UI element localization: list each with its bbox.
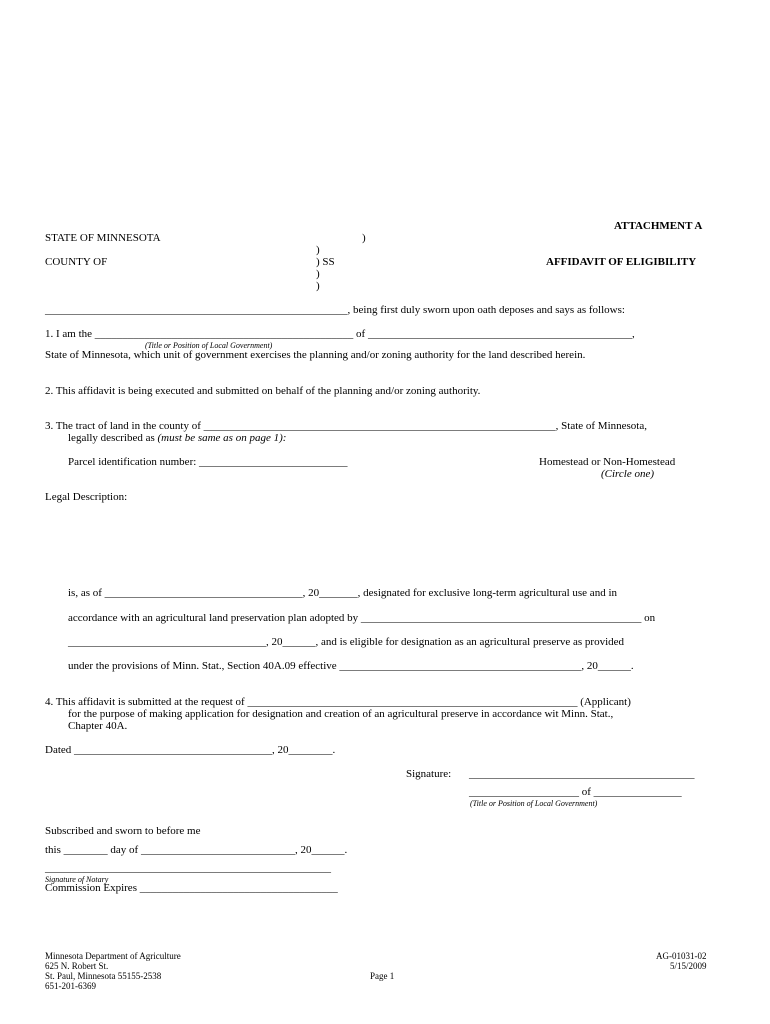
- footer-address1: 625 N. Robert St.: [45, 961, 109, 971]
- item4-line1: 4. This affidavit is submitted at the request of ____________________________________________________________ (Applicant): [45, 696, 631, 708]
- form-date: 5/15/2009: [670, 961, 707, 971]
- circle-one-label: (Circle one): [601, 468, 655, 480]
- signature-label: Signature:: [406, 768, 452, 780]
- paren-3: ): [316, 268, 320, 280]
- notary-signature-caption: Signature of Notary: [45, 875, 109, 884]
- page-number: Page 1: [370, 971, 395, 981]
- form-number: AG-01031-02: [656, 951, 707, 961]
- footer-dept: Minnesota Department of Agriculture: [45, 951, 181, 961]
- signature-caption: (Title or Position of Local Government): [470, 799, 598, 808]
- designation-line3: ____________________________________, 20______, and is eligible for designation as an agricultural preserve as provided: [68, 636, 625, 648]
- item3-line1: 3. The tract of land in the county of ________________________________________________________________, State of Minnesota,: [45, 420, 647, 432]
- paren-2: ): [316, 244, 320, 256]
- paren-1: ): [362, 232, 366, 244]
- item3-line2: legally described as (must be same as on page 1):: [68, 432, 287, 444]
- designation-line1: is, as of ____________________________________, 20_______, designated for exclusive long-term agricultural use and in: [68, 587, 617, 599]
- designation-line2: accordance with an agricultural land preservation plan adopted by ___________________________________________________ on: [68, 612, 656, 624]
- signature-of-line: ____________________ of ________________: [469, 786, 682, 798]
- item1-caption: (Title or Position of Local Government): [145, 341, 273, 350]
- footer-phone: 651-201-6369: [45, 981, 96, 991]
- parcel-number-line: Parcel identification number: ___________________________: [68, 456, 348, 468]
- state-label: STATE OF MINNESOTA: [45, 232, 161, 244]
- county-label: COUNTY OF: [45, 256, 108, 268]
- notary-signature-line: ____________________________________________________: [45, 862, 331, 874]
- footer-address2: St. Paul, Minnesota 55155-2538: [45, 971, 162, 981]
- item1-line: 1. I am the _______________________________________________ of ________________________________________________,: [45, 328, 635, 340]
- subscribed-line: Subscribed and sworn to before me: [45, 825, 201, 837]
- designation-line4: under the provisions of Minn. Stat., Section 40A.09 effective ____________________________________________, 20______.: [68, 660, 634, 672]
- signature-line: _________________________________________: [469, 768, 695, 780]
- commission-expires-line: Commission Expires ____________________________________: [45, 882, 338, 894]
- dated-line: Dated ____________________________________, 20________.: [45, 744, 336, 756]
- affidavit-title: AFFIDAVIT OF ELIGIBILITY: [546, 256, 697, 268]
- paren-4: ): [316, 280, 320, 292]
- item2-line: 2. This affidavit is being executed and submitted on behalf of the planning and/or zoning authority.: [45, 385, 481, 397]
- item4-line2: for the purpose of making application for designation and creation of an agricultural preserve in accordance wit Minn. Stat.,: [68, 708, 614, 720]
- item1-continuation: State of Minnesota, which unit of government exercises the planning and/or zoning authority for the land described herein.: [45, 349, 586, 361]
- homestead-label: Homestead or Non-Homestead: [539, 456, 676, 468]
- item4-line3: Chapter 40A.: [68, 720, 128, 732]
- notary-day-line: this ________ day of ____________________________, 20______.: [45, 844, 348, 856]
- attachment-label: ATTACHMENT A: [614, 220, 703, 232]
- intro-line: _______________________________________________________, being first duly sworn upon oath deposes and says as follows:: [45, 304, 625, 316]
- ss-label: ) SS: [316, 256, 335, 268]
- legal-description-label: Legal Description:: [45, 491, 128, 503]
